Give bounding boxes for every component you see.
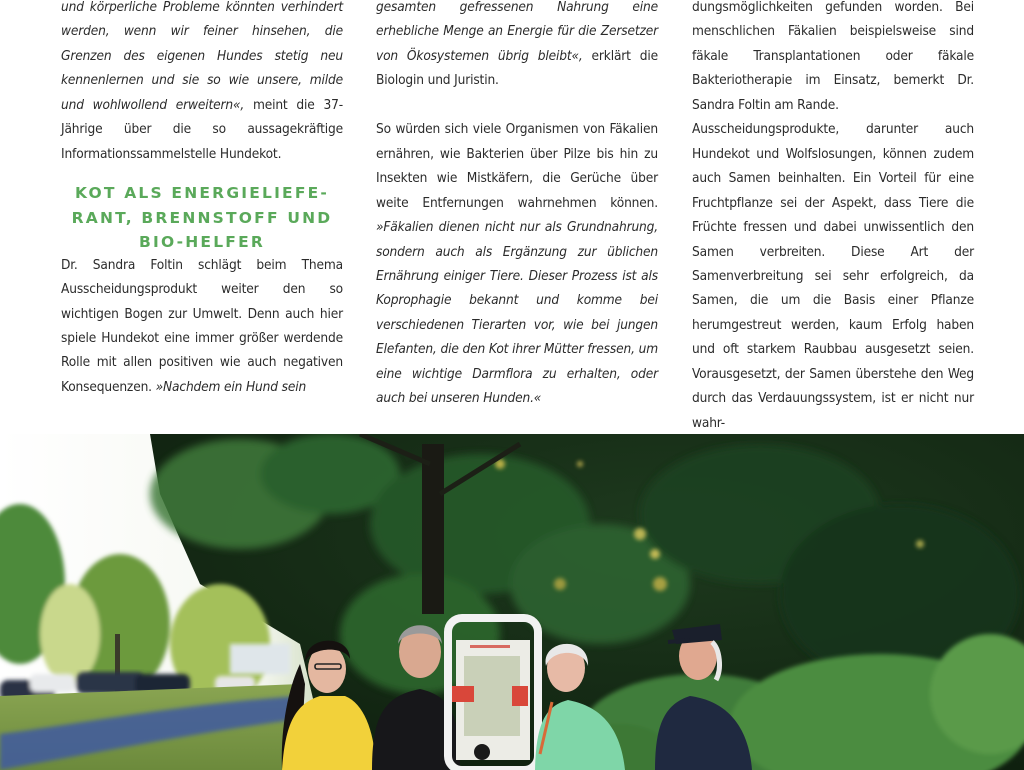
park-scene-illustration bbox=[0, 434, 1024, 770]
body-text: erklärt die Biologin und Juristin. bbox=[376, 47, 658, 89]
article-column-3 bbox=[692, 0, 974, 435]
heading-line: KOT ALS ENERGIELIEFE- bbox=[74, 184, 330, 203]
paragraph bbox=[61, 0, 343, 166]
body-text: So würden sich viele Organismen von Fäkalien ernähren, wie Bakterien über Pilze bis hin zu Insekten wie Mistkäfern, die Gerüche über weite Entfernungen wahrnehmen können. bbox=[376, 121, 658, 211]
quote-text: und körperliche Probleme könnten verhindert werden, wenn wir feiner hinsehen, die Grenzen des eigenen Hundes stetig neu kennenlernen und sie so wie unsere, milde und wohlwollend erweitern«, bbox=[61, 0, 343, 113]
heading-line: BIO-HELFER bbox=[138, 233, 266, 252]
article-column-1 bbox=[61, 0, 343, 399]
dog-waste-bag-dispenser bbox=[448, 618, 538, 770]
heading-line: RANT, BRENNSTOFF UND bbox=[71, 208, 333, 227]
quote-text: gesamten gefressenen Nahrung eine erhebliche Menge an Energie für die Zersetzer von Ökosystemen übrig bleibt«, bbox=[376, 0, 658, 64]
paragraph: Ausscheidungsprodukte, darunter auch Hundekot und Wolfslosungen, können zudem auch Samen beinhalten. Ein Vorteil für eine Fruchtpflanze sei der Aspekt, dass Tiere die Früchte fressen und dabei unwissentlich den Samen verbreiten. Diese Art der Samenverbreitung sei sehr erfolgreich, da Samen, die um die Basis einer Pflanze herumgestreut werden, kaum Erfolg haben und oft starkem Raubbau ausgesetzt seien. Vorausgesetzt, der Samen überstehe den Weg durch das Verdauungssystem, ist er nicht nur wahr- bbox=[692, 121, 974, 431]
paragraph: dungsmöglichkeiten gefunden worden. Bei menschlichen Fäkalien beispielsweise sind fäkale Transplantationen oder fäkale Bakteriotherapie im Einsatz, bemerkt Dr. Sandra Foltin am Rande. bbox=[692, 0, 974, 113]
paragraph-spacer bbox=[376, 93, 658, 117]
body-text: Dr. Sandra Foltin schlägt beim Thema Ausscheidungsprodukt weiter den so wichtigen Bogen zur Umwelt. Denn auch hier spiele Hundekot eine immer größer werdende Rolle mit allen positiven wie auch negativen Konsequenzen. bbox=[61, 256, 343, 395]
quote-text: »Nachdem ein Hund sein bbox=[155, 378, 307, 395]
article-photo bbox=[0, 434, 1024, 770]
paragraph bbox=[376, 117, 658, 410]
article-column-2 bbox=[376, 0, 658, 411]
paragraph bbox=[61, 253, 343, 400]
quote-text: »Fäkalien dienen nicht nur als Grundnahrung, sondern auch als Ergänzung zur üblichen Ernährung einiger Tiere. Dieser Prozess ist als Koprophagie bekannt und komme bei verschiedenen Tierarten vor, wie bei jungen Elefanten, die den Kot ihrer Mütter fressen, um eine wichtige Darmflora zu erhalten, oder auch bei unseren Hunden.« bbox=[376, 219, 658, 407]
section-heading bbox=[61, 181, 343, 255]
body-text: meint die 37-Jährige über die so aussagekräftige Informationssammelstelle Hundekot. bbox=[61, 96, 343, 162]
paragraph bbox=[376, 0, 658, 93]
